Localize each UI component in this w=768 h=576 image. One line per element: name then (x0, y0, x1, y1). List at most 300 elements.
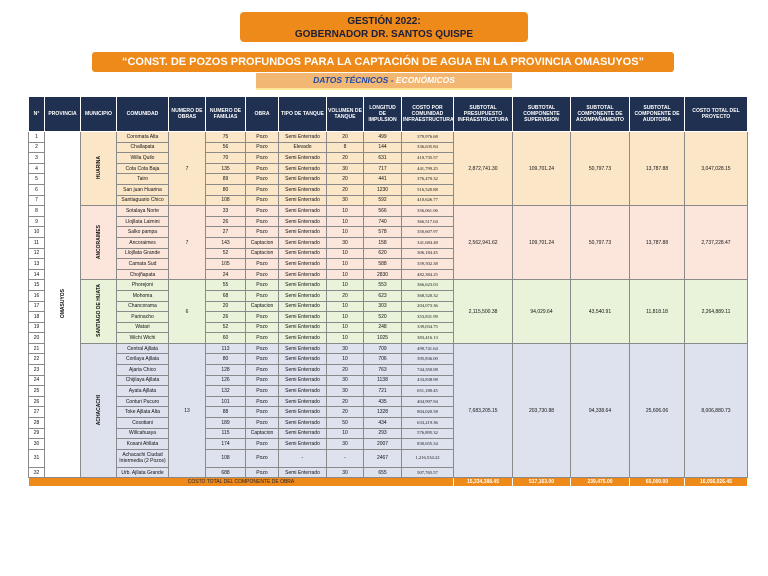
tanque-volume-cell: 20 (327, 396, 364, 407)
tanque-volume-cell: 10 (327, 280, 364, 291)
subtotal-acompanamiento-cell: 43,540.91 (571, 280, 630, 344)
tanque-type-cell: Semi Enterrado (279, 163, 327, 174)
total-cell: 3,047,028.15 (685, 132, 748, 206)
tanque-volume-cell: 20 (327, 153, 364, 164)
cost-cell: 341,684.48 (402, 237, 454, 248)
tanque-volume-cell: 10 (327, 227, 364, 238)
obras-cell: 7 (169, 132, 206, 206)
impulsion-length-cell: 499 (364, 132, 402, 143)
table-body (29, 132, 748, 487)
comunidad-cell: Santiaguario Chico (117, 195, 169, 206)
tanque-volume-cell: 10 (327, 206, 364, 217)
totals-supervision: 517,163.00 (513, 478, 571, 487)
totals-total: 16,056,026.45 (685, 478, 748, 487)
municipio-label: SANTIAGO DE HUATA (95, 284, 102, 338)
impulsion-length-cell: 441 (364, 174, 402, 185)
tanque-type-cell: Semi Enterrado (279, 386, 327, 397)
total-cell: 8,006,880.73 (685, 343, 748, 478)
row-number: 10 (29, 227, 45, 238)
tanque-type-cell: Elevado (279, 142, 327, 153)
tanque-volume-cell: 20 (327, 365, 364, 376)
impulsion-length-cell: 158 (364, 237, 402, 248)
obra-cell: Pozo (246, 467, 279, 478)
comunidad-cell: Chijilaya Ajllata (117, 375, 169, 386)
familias-cell: 108 (206, 195, 246, 206)
comunidad-cell: Achacachi Ciudad Intermedia (2 Pozos) (117, 449, 169, 467)
obra-cell: Pozo (246, 333, 279, 344)
impulsion-length-cell: 293 (364, 428, 402, 439)
tanque-type-cell: Semi Enterrado (279, 227, 327, 238)
cost-cell: 339,034.75 (402, 322, 454, 333)
tanque-volume-cell: 30 (327, 439, 364, 450)
impulsion-length-cell: 721 (364, 386, 402, 397)
tanque-volume-cell: 30 (327, 163, 364, 174)
impulsion-length-cell: 434 (364, 418, 402, 429)
table-row (29, 132, 748, 143)
totals-label: COSTO TOTAL DEL COMPONENTE DE OBRA (29, 478, 454, 487)
impulsion-length-cell: 717 (364, 163, 402, 174)
col-header: OBRA (246, 97, 279, 132)
tanque-type-cell: Semi Enterrado (279, 343, 327, 354)
row-number: 20 (29, 333, 45, 344)
municipio-cell (81, 280, 117, 344)
municipio-label: ACHACACHI (95, 394, 102, 425)
subtotal-infra-cell: 2,872,741.30 (454, 132, 513, 206)
row-number: 32 (29, 467, 45, 478)
comunidad-cell: Coromata Alta (117, 132, 169, 143)
cost-cell: 1,216,534.22 (402, 449, 454, 467)
col-header: COSTO POR COMUNIDAD INFRAESTRUCTURA (402, 97, 454, 132)
comunidad-cell: Ajaria Chico (117, 365, 169, 376)
col-header: SUBTOTAL COMPONENTE DE AUDITORIA (630, 97, 685, 132)
col-header: SUBTOTAL COMPONENTE DE ACOMPAÑAMENTO (571, 97, 630, 132)
obra-cell: Pozo (246, 259, 279, 270)
municipio-label: ANCORAIMES (95, 224, 102, 259)
col-header: COSTO TOTAL DEL PROYECTO (685, 97, 748, 132)
obra-cell: Pozo (246, 132, 279, 143)
comunidad-cell: Challapata (117, 142, 169, 153)
obra-cell: Pozo (246, 449, 279, 467)
obra-cell: Pozo (246, 407, 279, 418)
title-line1: GESTIÓN 2022: (347, 16, 421, 27)
obras-cell: 6 (169, 280, 206, 344)
tanque-volume-cell: 10 (327, 259, 364, 270)
obra-cell: Pozo (246, 365, 279, 376)
tanque-type-cell: - (279, 449, 327, 467)
table-row (29, 206, 748, 217)
tanque-volume-cell: 10 (327, 312, 364, 323)
col-header: NUMERO DE FAMILIAS (206, 97, 246, 132)
row-number: 11 (29, 237, 45, 248)
row-number: 31 (29, 449, 45, 467)
comunidad-cell: Wichi Wichi (117, 333, 169, 344)
tanque-volume-cell: 50 (327, 418, 364, 429)
subtotal-supervision-cell: 109,701.24 (513, 206, 571, 280)
tanque-type-cell: Semi Enterrado (279, 259, 327, 270)
tanque-type-cell: Semi Enterrado (279, 174, 327, 185)
title-line2: GOBERNADOR DR. SANTOS QUISPE (294, 29, 474, 40)
tanque-type-cell: Semi Enterrado (279, 312, 327, 323)
tanque-type-cell: Semi Enterrado (279, 301, 327, 312)
row-number: 12 (29, 248, 45, 259)
comunidad-cell: Conturi Pucuro (117, 396, 169, 407)
tanque-type-cell: Semi Enterrado (279, 407, 327, 418)
impulsion-length-cell: 566 (364, 206, 402, 217)
familias-cell: 113 (206, 343, 246, 354)
comunidad-cell: Corilaya Ajllata (117, 354, 169, 365)
municipio-cell (81, 343, 117, 478)
familias-cell: 26 (206, 312, 246, 323)
tanque-volume-cell: 10 (327, 322, 364, 333)
col-header: TIPO DE TANQUE (279, 97, 327, 132)
comunidad-cell: Willa Quilo (117, 153, 169, 164)
tanque-volume-cell: - (327, 449, 364, 467)
impulsion-length-cell: 588 (364, 259, 402, 270)
impulsion-length-cell: 553 (364, 280, 402, 291)
impulsion-length-cell: 592 (364, 195, 402, 206)
comunidad-cell: Cota Cota Baja (117, 163, 169, 174)
familias-cell: 24 (206, 269, 246, 280)
total-cell: 2,264,889.11 (685, 280, 748, 344)
row-number: 18 (29, 312, 45, 323)
tanque-volume-cell: 30 (327, 375, 364, 386)
tanque-volume-cell: 10 (327, 354, 364, 365)
tanque-type-cell: Semi Enterrado (279, 439, 327, 450)
tanque-volume-cell: 10 (327, 216, 364, 227)
project-banner: “CONST. DE POZOS PROFUNDOS PARA LA CAPTACIÓN DE AGUA EN LA PROVINCIA OMASUYOS” (92, 52, 674, 72)
familias-cell: 89 (206, 174, 246, 185)
row-number: 23 (29, 365, 45, 376)
comunidad-cell: Willcahuaya (117, 428, 169, 439)
cost-cell: 804,020.58 (402, 407, 454, 418)
cost-cell: 353,831.99 (402, 312, 454, 323)
table-row (29, 343, 748, 354)
section-label-a: DATOS TÉCNICOS (313, 75, 389, 85)
familias-cell: 688 (206, 467, 246, 478)
subtotal-supervision-cell: 94,029.64 (513, 280, 571, 344)
tanque-volume-cell: 8 (327, 142, 364, 153)
obra-cell: Pozo (246, 195, 279, 206)
cost-cell: 482,384.25 (402, 269, 454, 280)
totals-infra: 15,234,388.45 (454, 478, 513, 487)
tanque-volume-cell: 10 (327, 269, 364, 280)
row-number: 1 (29, 132, 45, 143)
cost-cell: 633,219.36 (402, 418, 454, 429)
tanque-type-cell: Semi Enterrado (279, 195, 327, 206)
row-number: 5 (29, 174, 45, 185)
row-number: 7 (29, 195, 45, 206)
subtotal-acompanamiento-cell: 94,338.64 (571, 343, 630, 478)
col-header: COMUNIDAD (117, 97, 169, 132)
col-header: VOLUMEN DE TANQUE (327, 97, 364, 132)
obra-cell: Pozo (246, 343, 279, 354)
totals-auditoria: 65,000.00 (630, 478, 685, 487)
row-number: 16 (29, 290, 45, 301)
tanque-type-cell: Semi Enterrado (279, 290, 327, 301)
tanque-type-cell: Semi Enterrado (279, 237, 327, 248)
familias-cell: 101 (206, 396, 246, 407)
impulsion-length-cell: 709 (364, 343, 402, 354)
cost-cell: 356,061.06 (402, 206, 454, 217)
subtotal-auditoria-cell: 13,787.88 (630, 132, 685, 206)
impulsion-length-cell: 2467 (364, 449, 402, 467)
obra-cell: Pozo (246, 418, 279, 429)
col-header: SUBTOTAL PRESUPUESTO INFRAESTRUCTURA (454, 97, 513, 132)
cost-cell: 366,517.04 (402, 216, 454, 227)
row-number: 9 (29, 216, 45, 227)
impulsion-length-cell: 435 (364, 396, 402, 407)
row-number: 30 (29, 439, 45, 450)
tanque-volume-cell: 10 (327, 301, 364, 312)
obra-cell: Pozo (246, 174, 279, 185)
cost-cell: 410,626.77 (402, 195, 454, 206)
impulsion-length-cell: 620 (364, 248, 402, 259)
tanque-type-cell: Semi Enterrado (279, 428, 327, 439)
comunidad-cell: Camata Sud (117, 259, 169, 270)
tanque-type-cell: Semi Enterrado (279, 132, 327, 143)
subtotal-auditoria-cell: 11,818.18 (630, 280, 685, 344)
comunidad-cell: Tairo (117, 174, 169, 185)
comunidad-cell: Ancoraimes (117, 237, 169, 248)
cost-cell: 368,520.32 (402, 290, 454, 301)
obra-cell: Pozo (246, 206, 279, 217)
row-number: 29 (29, 428, 45, 439)
cost-cell: 379,976.68 (402, 132, 454, 143)
obra-cell: Pozo (246, 269, 279, 280)
cost-cell: 441,799.25 (402, 163, 454, 174)
subtotal-auditoria-cell: 13,787.88 (630, 206, 685, 280)
impulsion-length-cell: 623 (364, 290, 402, 301)
col-header: PROVINCIA (45, 97, 81, 132)
familias-cell: 135 (206, 163, 246, 174)
tanque-type-cell: Semi Enterrado (279, 153, 327, 164)
familias-cell: 68 (206, 290, 246, 301)
cost-cell: 410,735.57 (402, 153, 454, 164)
impulsion-length-cell: 1138 (364, 375, 402, 386)
familias-cell: 105 (206, 259, 246, 270)
familias-cell: 108 (206, 449, 246, 467)
obra-cell: Pozo (246, 227, 279, 238)
familias-cell: 56 (206, 142, 246, 153)
obra-cell: Pozo (246, 142, 279, 153)
row-number: 13 (29, 259, 45, 270)
row-number: 27 (29, 407, 45, 418)
comunidad-cell: Llojllata Grande (117, 248, 169, 259)
tanque-volume-cell: 30 (327, 195, 364, 206)
cost-cell: 359,502.38 (402, 259, 454, 270)
row-number: 21 (29, 343, 45, 354)
familias-cell: 132 (206, 386, 246, 397)
tanque-type-cell: Semi Enterrado (279, 216, 327, 227)
familias-cell: 75 (206, 132, 246, 143)
cost-cell: 507,765.57 (402, 467, 454, 478)
tanque-volume-cell: 20 (327, 132, 364, 143)
col-header: SUBTOTAL COMPONENTE SUPERVISION (513, 97, 571, 132)
cost-cell: 830,655.34 (402, 439, 454, 450)
tanque-type-cell: Semi Enterrado (279, 418, 327, 429)
section-banner (256, 73, 512, 90)
comunidad-cell: Mohoma (117, 290, 169, 301)
row-number: 6 (29, 184, 45, 195)
obra-cell: Captacion (246, 237, 279, 248)
cost-cell: 306,184.45 (402, 248, 454, 259)
familias-cell: 52 (206, 248, 246, 259)
subtotal-infra-cell: 2,562,941.62 (454, 206, 513, 280)
impulsion-length-cell: 1230 (364, 184, 402, 195)
subtotal-supervision-cell: 109,701.24 (513, 132, 571, 206)
cost-cell: 516,520.88 (402, 184, 454, 195)
total-cell: 2,737,228.47 (685, 206, 748, 280)
tanque-volume-cell: 20 (327, 174, 364, 185)
familias-cell: 52 (206, 322, 246, 333)
tanque-type-cell: Semi Enterrado (279, 248, 327, 259)
comunidad-cell: Toke Ajllata Alta (117, 407, 169, 418)
obra-cell: Pozo (246, 354, 279, 365)
familias-cell: 60 (206, 333, 246, 344)
obra-cell: Pozo (246, 322, 279, 333)
subtotal-infra-cell: 2,115,500.38 (454, 280, 513, 344)
tanque-volume-cell: 30 (327, 237, 364, 248)
row-number: 17 (29, 301, 45, 312)
cost-cell: 376,470.32 (402, 174, 454, 185)
tanque-type-cell: Semi Enterrado (279, 354, 327, 365)
obra-cell: Captacion (246, 428, 279, 439)
comunidad-cell: Parinacho (117, 312, 169, 323)
tanque-type-cell: Semi Enterrado (279, 184, 327, 195)
familias-cell: 128 (206, 365, 246, 376)
col-header: NUMERO DE OBRAS (169, 97, 206, 132)
familias-cell: 55 (206, 280, 246, 291)
cost-cell: 383,416.13 (402, 333, 454, 344)
row-number: 15 (29, 280, 45, 291)
comunidad-cell: Central Ajllata (117, 343, 169, 354)
project-table (28, 96, 748, 487)
obra-cell: Pozo (246, 375, 279, 386)
row-number: 19 (29, 322, 45, 333)
tanque-type-cell: Semi Enterrado (279, 396, 327, 407)
impulsion-length-cell: 144 (364, 142, 402, 153)
row-number: 24 (29, 375, 45, 386)
col-header: N° (29, 97, 45, 132)
obra-cell: Pozo (246, 184, 279, 195)
col-header: MUNICIPIO (81, 97, 117, 132)
subtotal-auditoria-cell: 25,606.06 (630, 343, 685, 478)
familias-cell: 27 (206, 227, 246, 238)
obra-cell: Pozo (246, 386, 279, 397)
row-number: 28 (29, 418, 45, 429)
comunidad-cell: Cosotiani (117, 418, 169, 429)
comunidad-cell: Watari (117, 322, 169, 333)
familias-cell: 33 (206, 206, 246, 217)
impulsion-length-cell: 655 (364, 467, 402, 478)
col-header: LONGITUD DE IMPULSION (364, 97, 402, 132)
row-number: 3 (29, 153, 45, 164)
province-cell (45, 132, 81, 478)
tanque-volume-cell: 10 (327, 333, 364, 344)
tanque-type-cell: Semi Enterrado (279, 467, 327, 478)
title-banner (240, 12, 528, 42)
table-header-row (29, 97, 748, 132)
subtotal-acompanamiento-cell: 50,797.73 (571, 132, 630, 206)
familias-cell: 143 (206, 237, 246, 248)
section-sep: - (388, 75, 396, 85)
obra-cell: Captacion (246, 248, 279, 259)
tanque-type-cell: Semi Enterrado (279, 280, 327, 291)
impulsion-length-cell: 1328 (364, 407, 402, 418)
tanque-type-cell: Semi Enterrado (279, 365, 327, 376)
comunidad-cell: San juan Huarina (117, 184, 169, 195)
obra-cell: Pozo (246, 439, 279, 450)
cost-cell: 395,836.00 (402, 354, 454, 365)
cost-cell: 433,838.98 (402, 375, 454, 386)
impulsion-length-cell: 2830 (364, 269, 402, 280)
comunidad-cell: Chancorama (117, 301, 169, 312)
familias-cell: 88 (206, 407, 246, 418)
impulsion-length-cell: 248 (364, 322, 402, 333)
tanque-type-cell: Semi Enterrado (279, 206, 327, 217)
tanque-type-cell: Semi Enterrado (279, 322, 327, 333)
cost-cell: 336,635.84 (402, 142, 454, 153)
row-number: 25 (29, 386, 45, 397)
comunidad-cell: Llojllata Laimini (117, 216, 169, 227)
row-number: 4 (29, 163, 45, 174)
impulsion-length-cell: 740 (364, 216, 402, 227)
cost-cell: 404,997.94 (402, 396, 454, 407)
row-number: 26 (29, 396, 45, 407)
familias-cell: 126 (206, 375, 246, 386)
familias-cell: 80 (206, 184, 246, 195)
obra-cell: Pozo (246, 312, 279, 323)
obra-cell: Pozo (246, 290, 279, 301)
familias-cell: 115 (206, 428, 246, 439)
impulsion-length-cell: 1025 (364, 333, 402, 344)
cost-cell: 576,895.32 (402, 428, 454, 439)
familias-cell: 70 (206, 153, 246, 164)
comunidad-cell: Kosani Ahllata (117, 439, 169, 450)
impulsion-length-cell: 631 (364, 153, 402, 164)
subtotal-acompanamiento-cell: 50,797.73 (571, 206, 630, 280)
impulsion-length-cell: 578 (364, 227, 402, 238)
obra-cell: Captacion (246, 301, 279, 312)
obra-cell: Pozo (246, 163, 279, 174)
tanque-type-cell: Semi Enterrado (279, 375, 327, 386)
familias-cell: 80 (206, 354, 246, 365)
subtotal-supervision-cell: 203,730.88 (513, 343, 571, 478)
familias-cell: 26 (206, 216, 246, 227)
obras-cell: 13 (169, 343, 206, 478)
cost-cell: 744,350.08 (402, 365, 454, 376)
familias-cell: 174 (206, 439, 246, 450)
obra-cell: Pozo (246, 396, 279, 407)
impulsion-length-cell: 2007 (364, 439, 402, 450)
tanque-volume-cell: 30 (327, 343, 364, 354)
row-number: 14 (29, 269, 45, 280)
comunidad-cell: Phorejoni (117, 280, 169, 291)
tanque-volume-cell: 10 (327, 248, 364, 259)
obras-cell: 7 (169, 206, 206, 280)
cost-cell: 651,180.45 (402, 386, 454, 397)
tanque-volume-cell: 10 (327, 428, 364, 439)
municipio-cell (81, 206, 117, 280)
municipio-cell (81, 132, 117, 206)
obra-cell: Pozo (246, 280, 279, 291)
section-label-b: ECONÓMICOS (395, 75, 455, 85)
tanque-type-cell: Semi Enterrado (279, 269, 327, 280)
comunidad-cell: Urb. Ajllata Grande (117, 467, 169, 478)
totals-row (29, 478, 748, 487)
cost-cell: 350,607.97 (402, 227, 454, 238)
tanque-volume-cell: 20 (327, 184, 364, 195)
